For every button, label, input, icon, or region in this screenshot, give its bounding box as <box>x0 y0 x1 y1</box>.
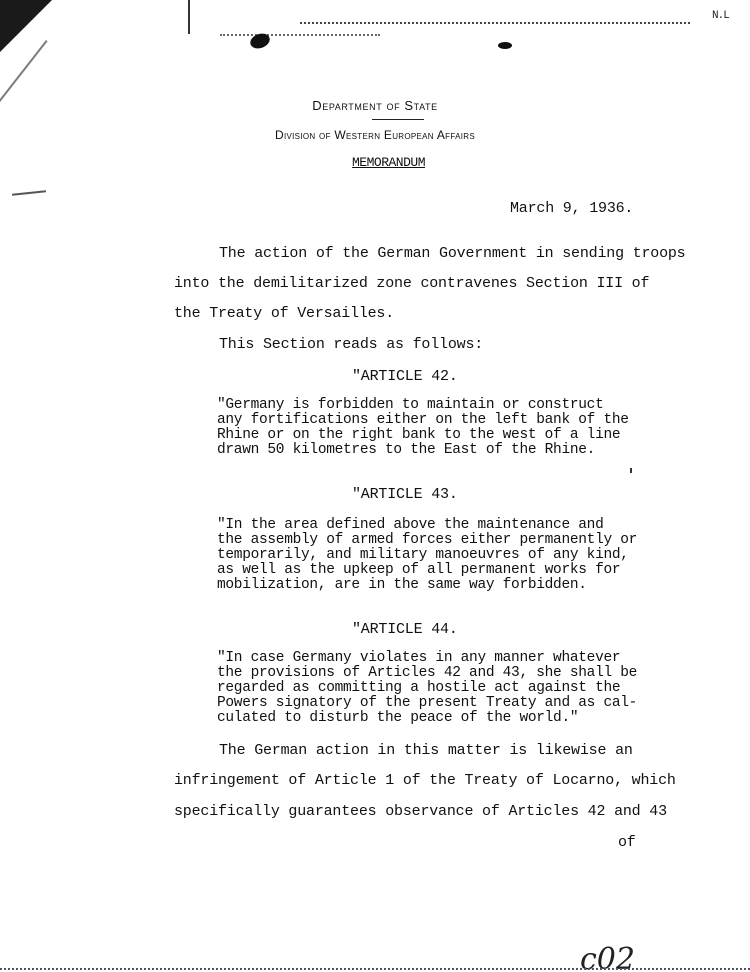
stray-mark <box>630 468 632 473</box>
memo-date: March 9, 1936. <box>510 200 634 217</box>
scan-dotted-line-2 <box>220 34 380 36</box>
article-43-text: "In the area defined above the maintenance and the assembly of armed forces either permanently or temporarily, and military manoeuvres of any kind, as well as the upkeep of all permanent works for mobilization, are in the same way forbidden. <box>217 517 638 593</box>
department-heading: Department of State <box>312 98 438 113</box>
paragraph-2: This Section reads as follows: <box>219 336 484 353</box>
article-42-heading: "ARTICLE 42. <box>352 368 458 385</box>
paragraph-3-line-2: infringement of Article 1 of the Treaty of Locarno, which <box>174 772 676 789</box>
scan-dotted-line <box>300 22 690 24</box>
paragraph-3-line-3: specifically guarantees observance of Articles 42 and 43 <box>174 803 667 820</box>
article-43-heading: "ARTICLE 43. <box>352 486 458 503</box>
scan-vertical-mark <box>188 0 190 34</box>
paragraph-1-line-3: the Treaty of Versailles. <box>174 305 395 322</box>
article-42-text: "Germany is forbidden to maintain or construct any fortifications either on the left bank of the Rhine or on the right bank to the west of a line drawn 50 kilometres to the East of the Rhine. <box>217 397 629 458</box>
article-44-heading: "ARTICLE 44. <box>352 621 458 638</box>
scan-edge-tick <box>12 190 46 196</box>
paragraph-3-line-1: The German action in this matter is likewise an <box>219 742 633 759</box>
memorandum-label: MEMORANDUM <box>352 155 426 170</box>
handwritten-page-mark: c02 <box>580 942 635 972</box>
division-heading: Division of Western European Affairs <box>275 128 475 142</box>
header-rule <box>372 119 424 120</box>
continuation-word: of <box>618 834 636 851</box>
paragraph-1-line-1: The action of the German Government in sending troops <box>219 245 686 262</box>
article-44-text: "In case Germany violates in any manner whatever the provisions of Articles 42 and 43, she shall be regarded as committing a hostile act against the Powers signatory of the present Treaty and as cal- culated to disturb the peace of the world." <box>217 650 638 726</box>
corner-stamp: N.L <box>712 10 729 22</box>
paragraph-1-line-2: into the demilitarized zone contravenes Section III of <box>174 275 650 292</box>
scan-bottom-line <box>0 968 750 970</box>
ink-blot-small <box>498 42 512 49</box>
